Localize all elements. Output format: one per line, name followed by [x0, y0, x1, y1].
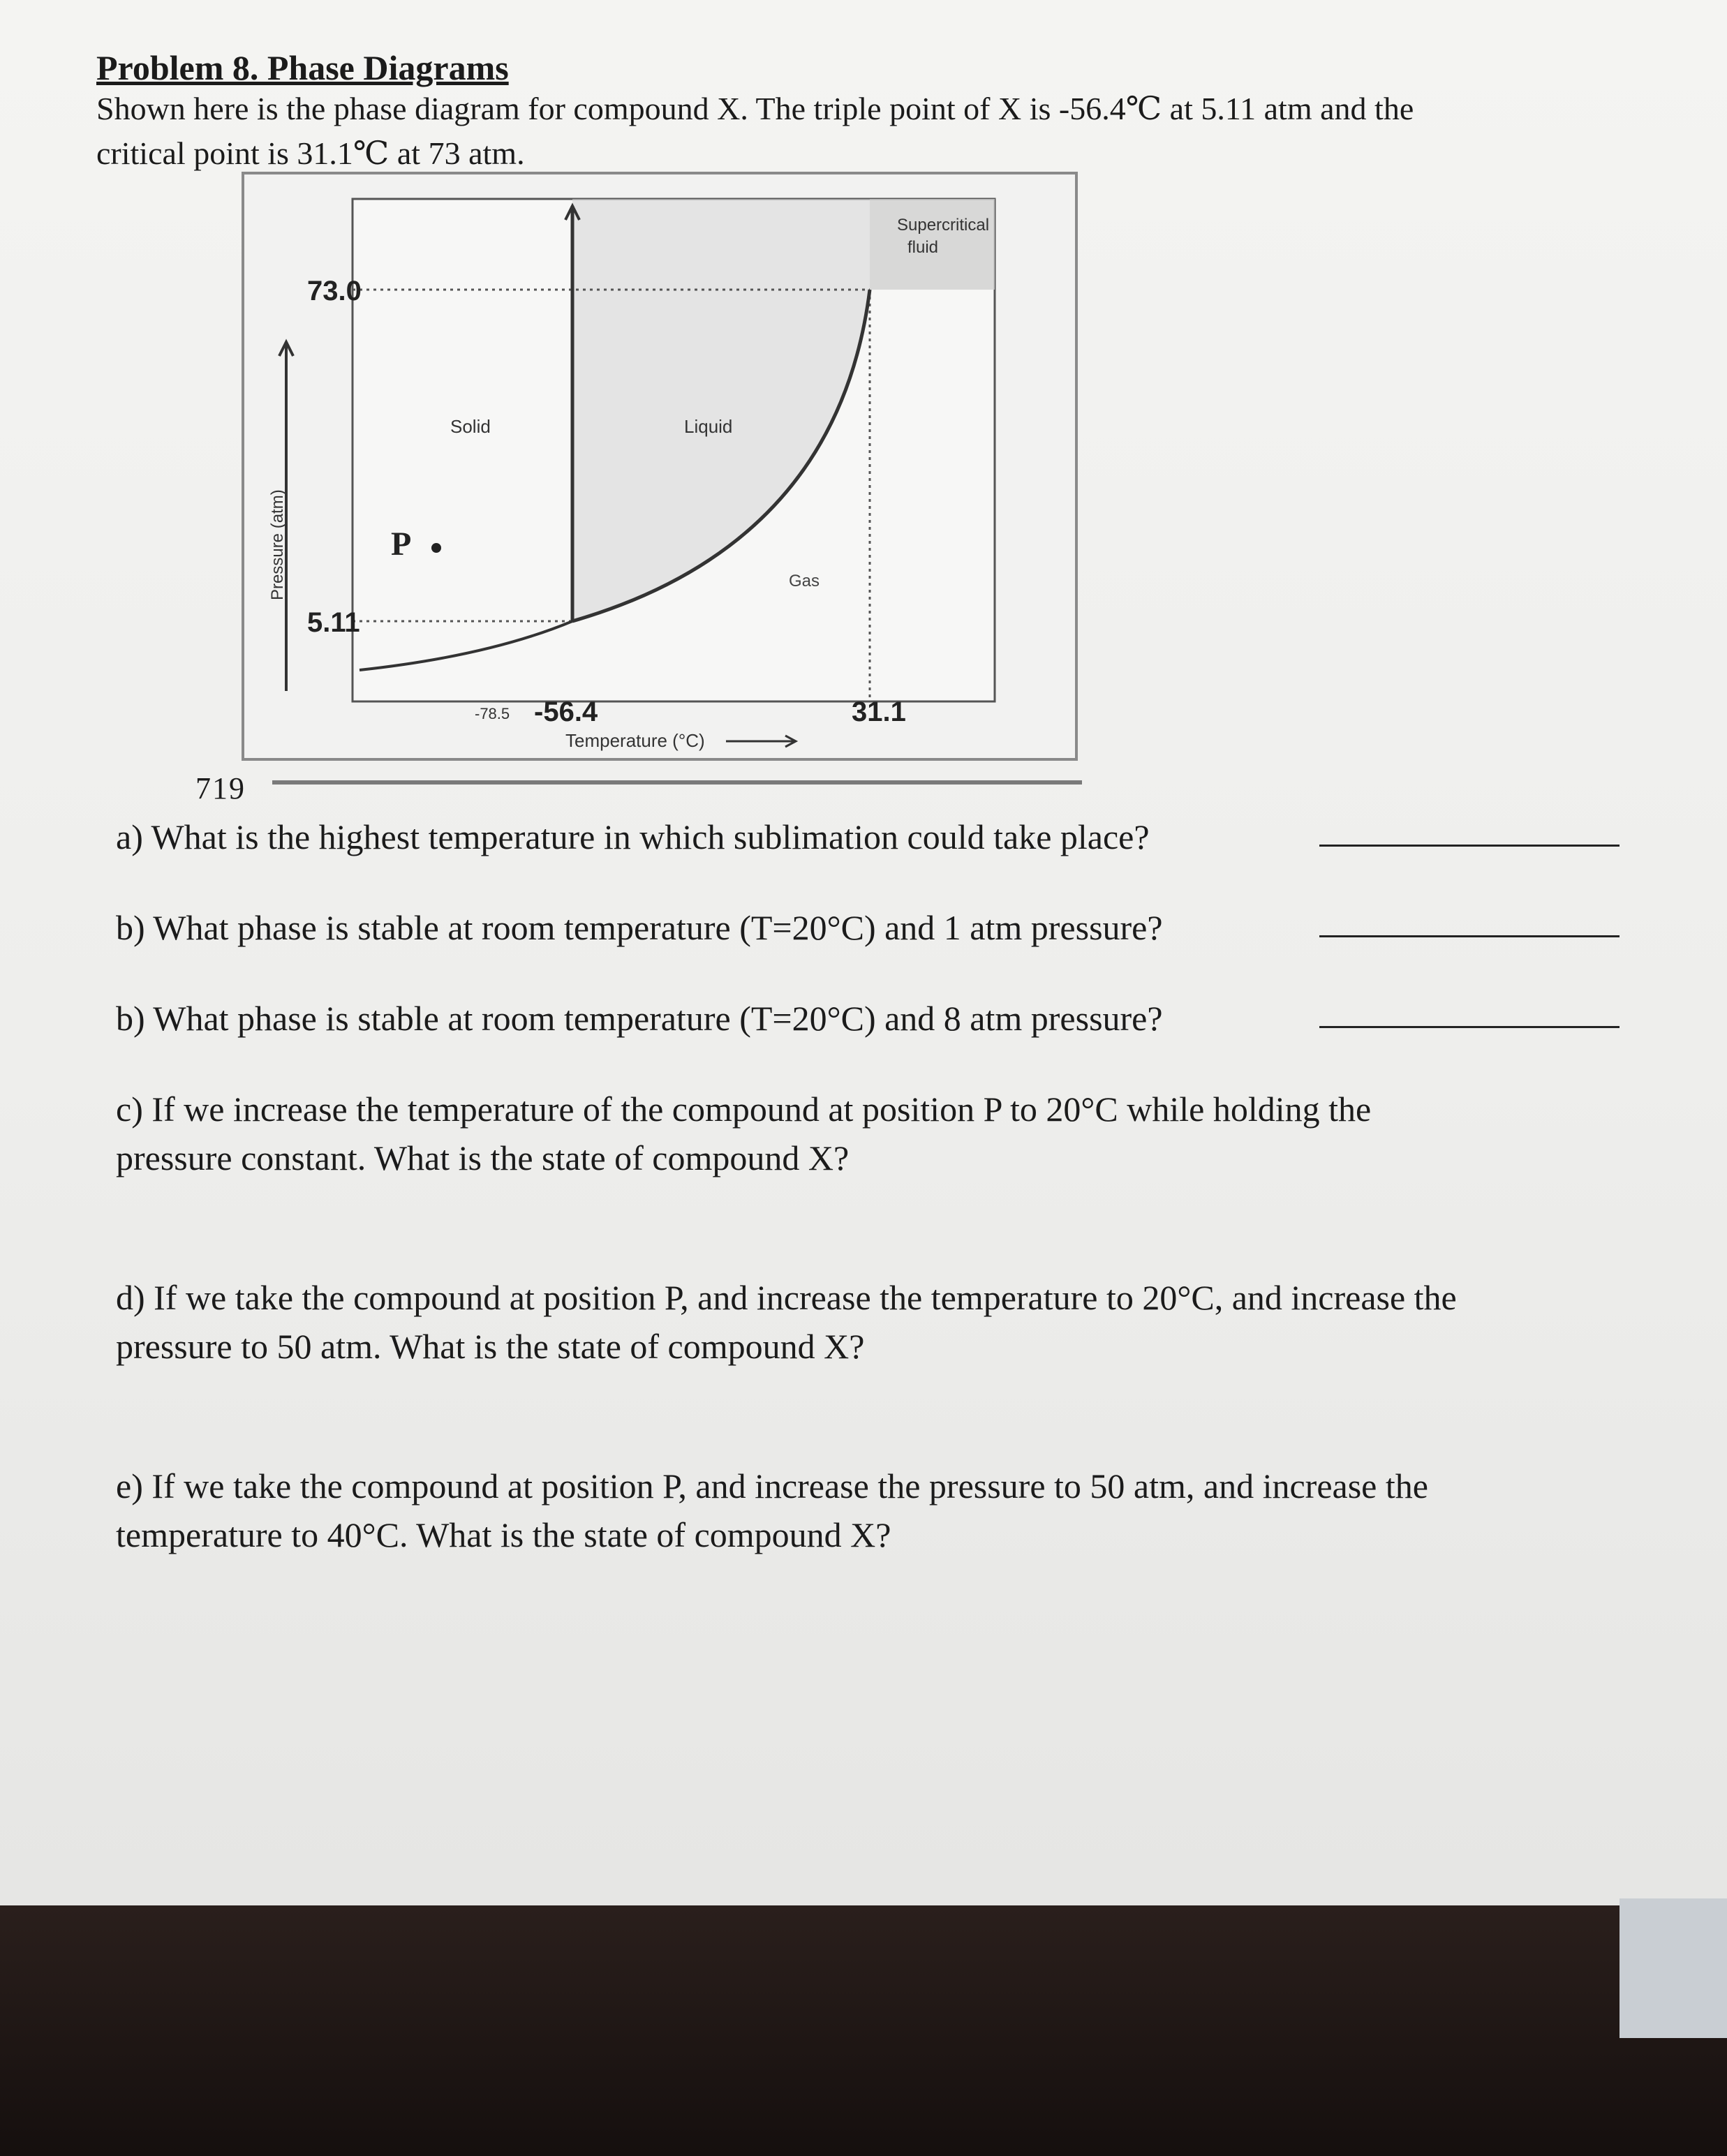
x-tick-critical-temp: 31.1: [852, 697, 906, 727]
question-c-line-2: pressure constant. What is the state of compound X?: [116, 1138, 850, 1177]
question-b2: b) What phase is stable at room temperature (T=20°C) and 8 atm pressure?: [116, 999, 1163, 1038]
region-label-fluid: fluid: [907, 238, 939, 257]
point-p-label: P: [391, 526, 412, 563]
figure-number: 719: [195, 771, 246, 805]
region-label-liquid: Liquid: [684, 416, 733, 437]
problem-intro-line-2: critical point is 31.1℃ at 73 atm.: [96, 135, 525, 171]
x-tick-triple-temp: -56.4: [534, 697, 598, 727]
question-d-line-1: d) If we take the compound at position P, and increase the temperature to 20°C, and increase the: [116, 1278, 1457, 1317]
question-a: a) What is the highest temperature in which sublimation could take place?: [116, 817, 1150, 856]
answer-blank-b1[interactable]: [1319, 935, 1619, 937]
x-tick-sublimation-temp: -78.5: [475, 705, 510, 722]
answer-blank-a[interactable]: [1319, 845, 1619, 847]
point-p-marker: [431, 543, 441, 553]
region-label-gas: Gas: [789, 572, 820, 590]
y-axis-label: Pressure (atm): [268, 489, 287, 600]
question-e-line-2: temperature to 40°C. What is the state of compound X?: [116, 1515, 891, 1554]
y-tick-critical-pressure: 73.0: [307, 276, 362, 306]
y-tick-triple-pressure: 5.11: [307, 607, 360, 638]
figure-underline: [272, 780, 1082, 785]
phase-diagram: [237, 168, 1082, 768]
question-c-line-1: c) If we increase the temperature of the compound at position P to 20°C while holding the: [116, 1090, 1372, 1129]
answer-blank-b2[interactable]: [1319, 1026, 1619, 1028]
problem-title: Problem 8. Phase Diagrams: [96, 48, 509, 87]
region-label-solid: Solid: [450, 416, 491, 437]
paper-corner: [1619, 1898, 1727, 2038]
question-d-line-2: pressure to 50 atm. What is the state of compound X?: [116, 1327, 865, 1366]
region-label-supercritical: Supercritical: [897, 216, 990, 235]
x-axis-label: Temperature (°C): [565, 730, 705, 751]
desk-background: [0, 1905, 1727, 2156]
problem-intro-line-1: Shown here is the phase diagram for compound X. The triple point of X is -56.4℃ at 5.11 atm and the: [96, 91, 1414, 126]
question-b1: b) What phase is stable at room temperature (T=20°C) and 1 atm pressure?: [116, 908, 1163, 947]
question-e-line-1: e) If we take the compound at position P, and increase the pressure to 50 atm, and increase the: [116, 1466, 1428, 1506]
